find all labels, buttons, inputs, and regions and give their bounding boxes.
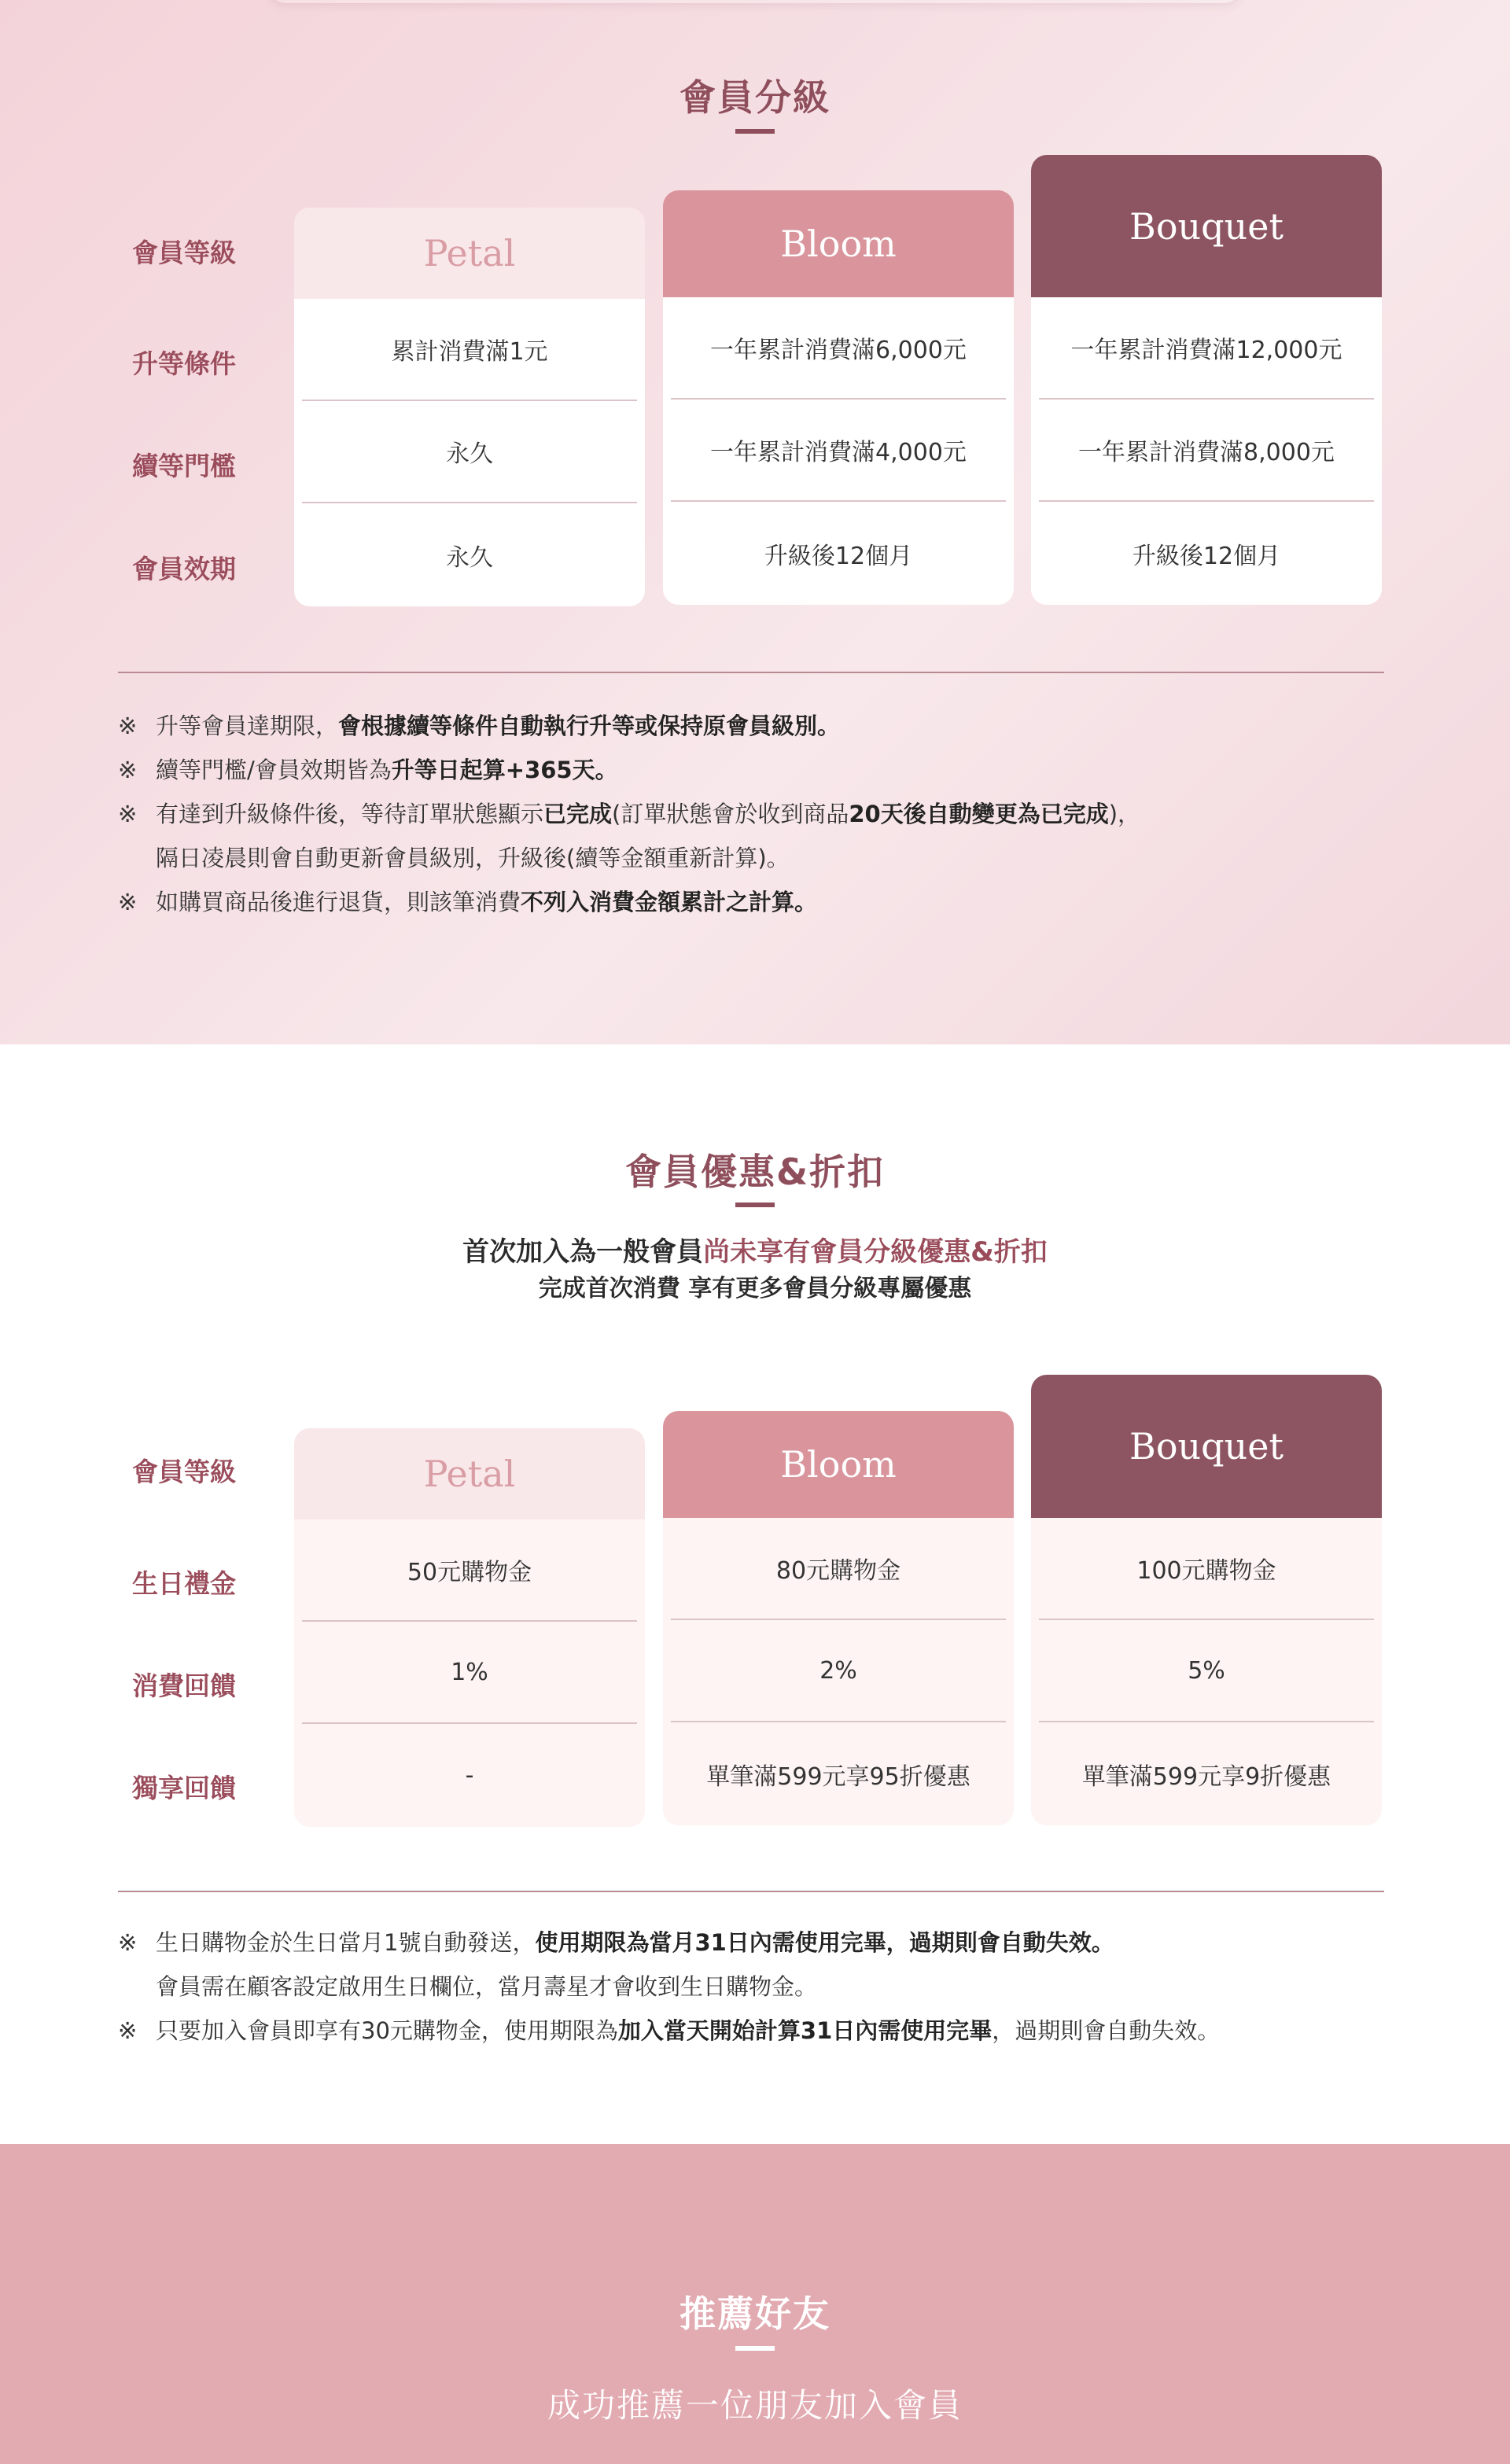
bloom-exclusive: 單筆滿599元享95折優惠 xyxy=(706,1762,970,1791)
tier-header-petal: Petal xyxy=(294,208,645,299)
section-title: 會員優惠&折扣 xyxy=(624,1151,886,1193)
title-underline xyxy=(735,1203,775,1207)
bloom-renew-threshold: 一年累計消費滿4,000元 xyxy=(671,400,1006,502)
tier-header-petal: Petal xyxy=(294,1428,645,1519)
petal-birthday-credit: 50元購物金 xyxy=(302,1519,637,1622)
section-title: 推薦好友 xyxy=(680,2293,830,2335)
bloom-cashback: 2% xyxy=(671,1620,1006,1722)
section-divider xyxy=(118,672,1384,673)
section-divider xyxy=(118,1891,1384,1892)
bloom-validity: 升級後12個月 xyxy=(764,542,913,570)
tier-body-petal xyxy=(294,1519,645,1827)
bouquet-exclusive: 單筆滿599元享9折優惠 xyxy=(1081,1762,1331,1791)
tier-header-bloom: Bloom xyxy=(663,1411,1014,1518)
note-item: ※ 如購買商品後進行退貨，則該筆消費不列入消費金額累計之計算。 xyxy=(118,889,818,915)
bouquet-validity: 升級後12個月 xyxy=(1132,542,1281,570)
note-item: ※ 有達到升級條件後，等待訂單狀態顯示已完成(訂單狀態會於收到商品20天後自動變更為已完成)， xyxy=(118,801,1141,827)
note-item-continuation: 會員需在顧客設定啟用生日欄位，當月壽星才會收到生日購物金。 xyxy=(156,1973,818,2000)
petal-renew-threshold: 永久 xyxy=(302,401,637,503)
tier-header-bouquet: Bouquet xyxy=(1031,1375,1382,1518)
petal-exclusive: - xyxy=(465,1762,474,1789)
note-item: ※ 只要加入會員即享有30元購物金，使用期限為加入當天開始計算31日內需使用完畢，過期則會自動失效。 xyxy=(118,2017,1221,2044)
levels-notes xyxy=(118,704,1392,924)
petal-upgrade-condition: 累計消費滿1元 xyxy=(302,299,637,401)
row-label-validity: 會員效期 xyxy=(132,554,236,584)
tier-column-petal xyxy=(294,1428,645,1827)
membership-benefits-section xyxy=(0,1044,1510,2144)
petal-cashback: 1% xyxy=(302,1622,637,1724)
note-item: ※ 生日購物金於生日當月1號自動發送，使用期限為當月31日內需使用完畢，過期則會自動失效。 xyxy=(118,1929,1114,1956)
title-underline xyxy=(735,129,775,134)
membership-levels-section xyxy=(0,0,1510,1044)
tier-column-petal xyxy=(294,208,645,606)
title-underline xyxy=(735,2346,775,2351)
row-label-renew: 續等門檻 xyxy=(132,451,236,481)
top-banner-edge xyxy=(267,0,1243,3)
tier-body-bloom xyxy=(663,1518,1014,1825)
note-item: ※ 升等會員達期限，會根據續等條件自動執行升等或保持原會員級別。 xyxy=(118,713,841,739)
note-item: ※ 續等門檻/會員效期皆為升等日起算+365天。 xyxy=(118,757,618,783)
row-label-upgrade: 升等條件 xyxy=(132,348,236,379)
petal-validity: 永久 xyxy=(446,543,493,572)
referral-section xyxy=(0,2144,1510,2464)
referral-lead-text: 成功推薦一位朋友加入會員 xyxy=(547,2386,963,2425)
tier-body-petal xyxy=(294,299,645,606)
tier-body-bouquet xyxy=(1031,1518,1382,1825)
row-label-exclusive: 獨享回饋 xyxy=(132,1773,236,1803)
tier-column-bouquet xyxy=(1031,1375,1382,1825)
row-label-cashback: 消費回饋 xyxy=(132,1670,236,1701)
benefits-subtitle-secondary: 完成首次消費 享有更多會員分級專屬優惠 xyxy=(538,1275,972,1302)
tier-column-bloom xyxy=(663,1411,1014,1825)
tier-header-bouquet: Bouquet xyxy=(1031,155,1382,297)
bouquet-renew-threshold: 一年累計消費滿8,000元 xyxy=(1039,400,1374,502)
tier-body-bouquet xyxy=(1031,297,1382,605)
bloom-birthday-credit: 80元購物金 xyxy=(671,1518,1006,1620)
bouquet-cashback: 5% xyxy=(1039,1620,1374,1722)
note-item-continuation: 隔日凌晨則會自動更新會員級別，升級後(續等金額重新計算)。 xyxy=(156,845,790,871)
row-label-birthday: 生日禮金 xyxy=(132,1568,236,1599)
tier-column-bouquet xyxy=(1031,155,1382,605)
benefits-notes xyxy=(118,1921,1392,2053)
bloom-upgrade-condition: 一年累計消費滿6,000元 xyxy=(671,297,1006,400)
row-label-level: 會員等級 xyxy=(132,238,236,268)
tier-header-bloom: Bloom xyxy=(663,190,1014,297)
bouquet-upgrade-condition: 一年累計消費滿12,000元 xyxy=(1039,297,1374,400)
benefits-subtitle: 首次加入為一般會員尚未享有會員分級優惠&折扣 xyxy=(462,1236,1048,1268)
section-title: 會員分級 xyxy=(680,76,830,119)
tier-body-bloom xyxy=(663,297,1014,605)
bouquet-birthday-credit: 100元購物金 xyxy=(1039,1518,1374,1620)
tier-column-bloom xyxy=(663,190,1014,605)
row-label-level: 會員等級 xyxy=(132,1457,236,1487)
